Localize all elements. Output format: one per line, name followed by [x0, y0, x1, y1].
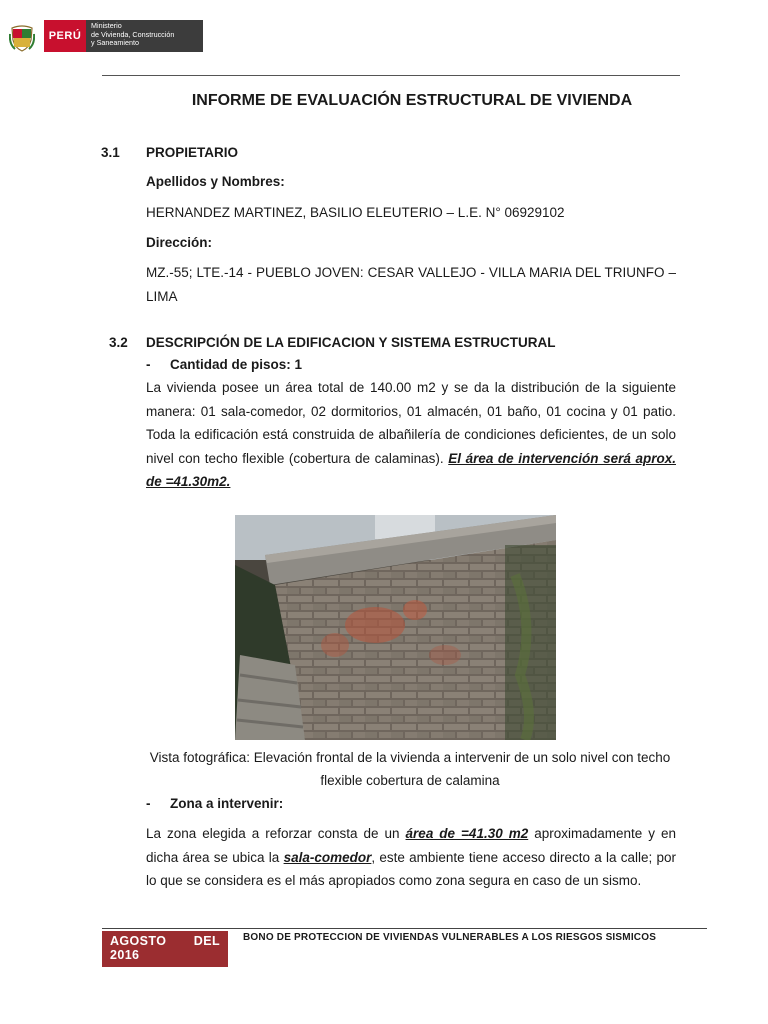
zone-description — [146, 822, 676, 893]
footer-date-badge — [102, 931, 228, 967]
footer-del: DEL — [193, 934, 220, 948]
peru-coat-of-arms-icon — [9, 24, 35, 52]
address-value: MZ.-55; LTE.-14 - PUEBLO JOVEN: CESAR VALLEJO - VILLA MARIA DEL TRIUNFO – LIMA — [146, 265, 676, 304]
peru-logo: PERÚ — [44, 20, 86, 52]
address-label: Dirección: — [146, 235, 213, 250]
bullet-dash: - — [146, 357, 151, 372]
building-description — [146, 376, 676, 494]
ministry-line: de Vivienda, Construcción — [91, 29, 175, 39]
bullet-dash-2: - — [146, 796, 151, 811]
section-number-3-2: 3.2 — [109, 335, 128, 350]
ministry-logo — [86, 20, 203, 52]
document-title: INFORME DE EVALUACIÓN ESTRUCTURAL DE VIVIENDA — [191, 92, 633, 109]
ministry-line: Ministerio — [91, 21, 122, 30]
zone-text: , este ambiente tiene acceso directo a la calle; por lo que se considera es el más apropiados como zona segura en caso de un sismo. — [146, 849, 677, 888]
footer-month: AGOSTO — [110, 934, 167, 948]
section-heading-descripcion: DESCRIPCIÓN DE LA EDIFICACION Y SISTEMA ESTRUCTURAL — [146, 335, 556, 350]
floors-label: Cantidad de pisos: 1 — [170, 357, 303, 372]
owner-name: HERNANDEZ MARTINEZ, BASILIO ELEUTERIO – L.E. N° 06929102 — [146, 205, 565, 220]
section-heading-propietario: PROPIETARIO — [146, 145, 239, 160]
description-text: La vivienda posee un área total de 140.00 m2 y se da la distribución de la siguiente manera: 01 sala-comedor, 02 dormitorios, 01 almacén, 01 baño, 01 cocina y 01 patio. Toda la edificación está construida de albañilería de condiciones deficientes, de un solo nivel con techo flexible (cobertura de calaminas). — [146, 380, 676, 466]
names-label: Apellidos y Nombres: — [146, 174, 285, 189]
zone-room-emphasis: sala-comedor — [283, 849, 372, 865]
footer-year: 2016 — [110, 948, 140, 962]
zone-area-emphasis: área de =41.30 m2 — [405, 826, 529, 841]
footer-divider — [102, 928, 707, 929]
zone-text: La zona elegida a reforzar consta de un — [146, 826, 406, 841]
section-number-3-1: 3.1 — [101, 145, 120, 160]
wall-photo — [235, 515, 556, 740]
header-divider — [102, 75, 680, 76]
ministry-line: y Saneamiento — [91, 38, 139, 48]
zone-text: aproximadamente y en dicha área se ubica la — [146, 826, 676, 865]
zone-label: Zona a intervenir: — [170, 796, 284, 811]
photo-caption: Vista fotográfica: Elevación frontal de la vivienda a intervenir de un solo nivel con techo flexible cobertura de calamina — [149, 750, 671, 788]
intervention-area-emphasis: El área de intervención será aprox. de =41.30m2. — [146, 450, 676, 489]
footer-program: BONO DE PROTECCION DE VIVIENDAS VULNERABLES A LOS RIESGOS SISMICOS — [243, 932, 657, 943]
